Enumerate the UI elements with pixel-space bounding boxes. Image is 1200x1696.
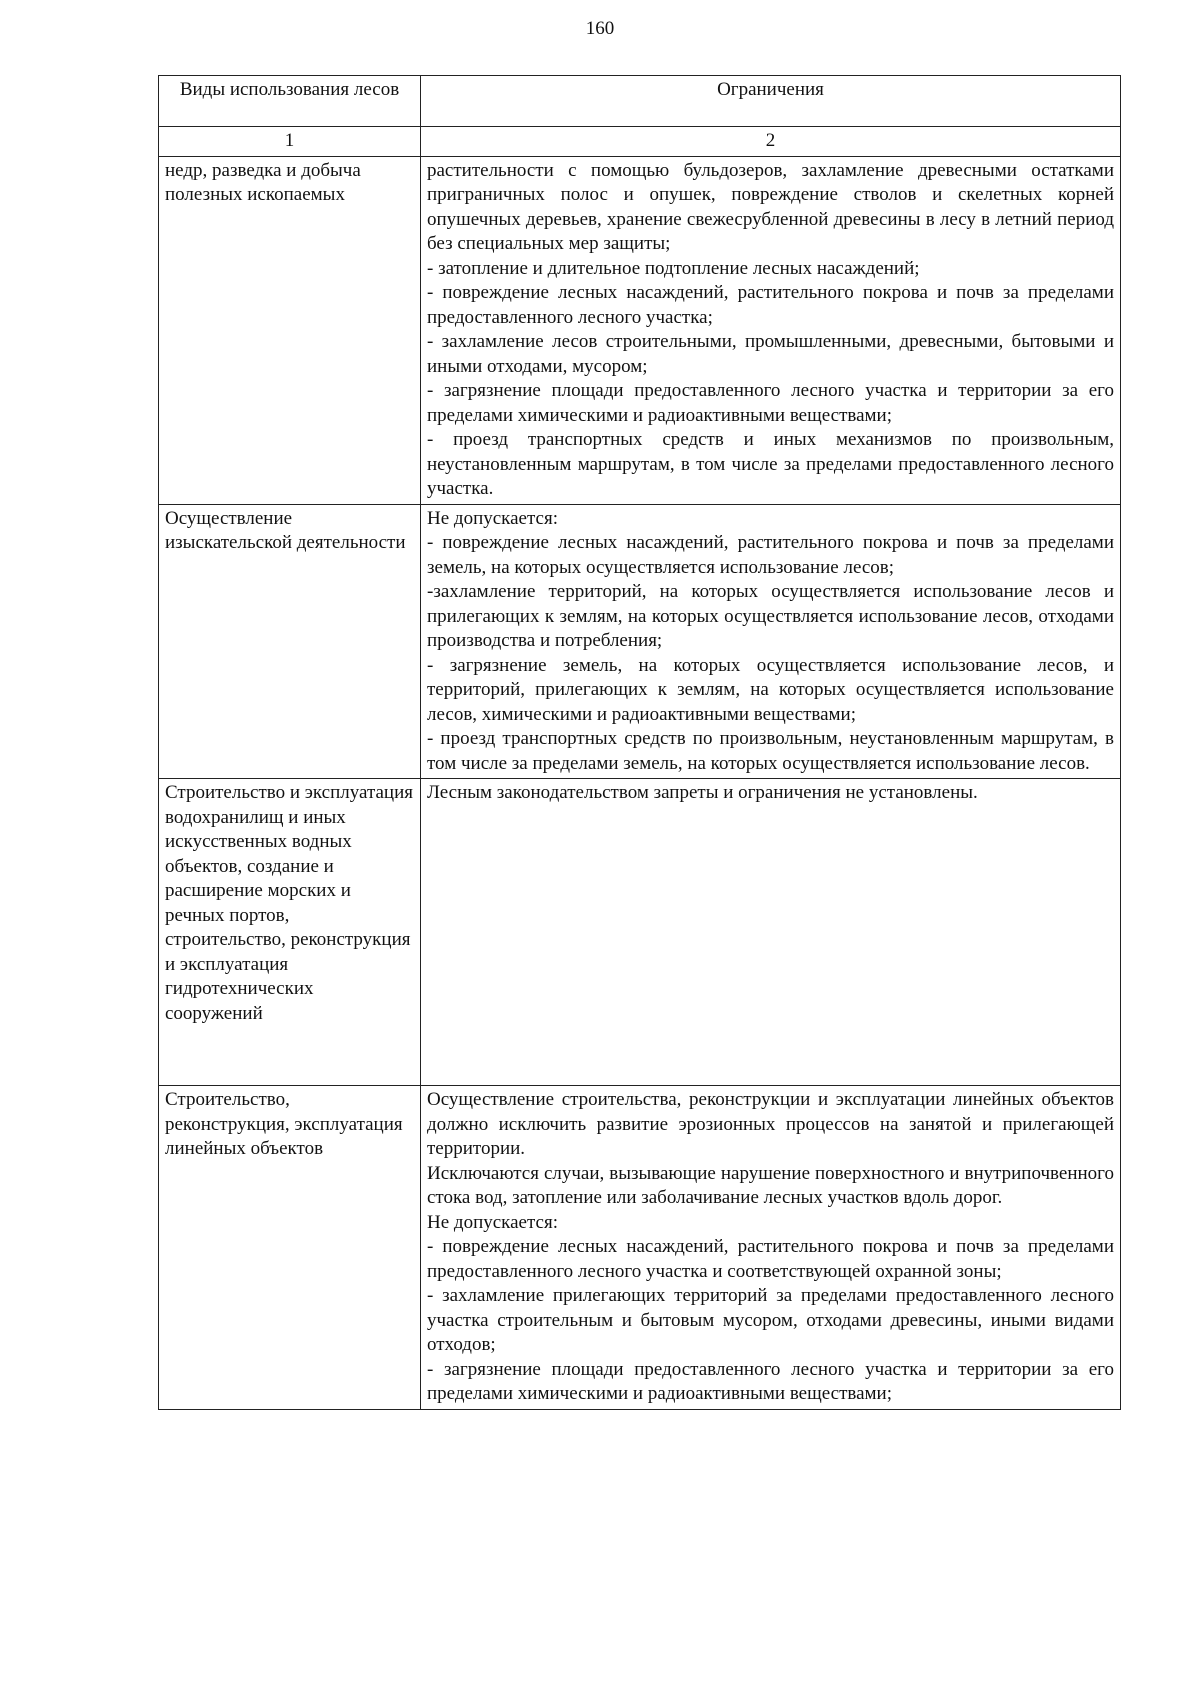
restrictions-cell (421, 1086, 1121, 1410)
table-row (159, 1086, 1121, 1410)
restriction-paragraph: - загрязнение земель, на которых осуществляется использование лесов, и территорий, прилегающих к землям, на которых осуществляется использование лесов, химическими и радиоактивными веществами; (427, 654, 1114, 725)
restrictions-cell (421, 504, 1121, 779)
restriction-paragraph: Не допускается: (427, 1211, 558, 1233)
restriction-paragraph: - захламление прилегающих территорий за пределами предоставленного лесного участка строительным и бытовым мусором, отходами древесины, иными видами отходов; (427, 1285, 1114, 1355)
restriction-paragraph: Исключаются случаи, вызывающие нарушение поверхностного и внутрипочвенного стока вод, затопление или заболачивание лесных участков вдоль дорог. (427, 1162, 1114, 1208)
restriction-paragraph: - повреждение лесных насаждений, растительного покрова и почв за пределами предоставленного лесного участка; (427, 282, 1114, 328)
column-number-1: 1 (159, 127, 421, 157)
restriction-paragraph: -захламление территорий, на которых осуществляется использование лесов и прилегающих к землям, на которых осуществляется использование лесов, отходами производства и потребления; (427, 581, 1114, 651)
forest-use-type: Строительство и эксплуатация водохранилищ и иных искусственных водных объектов, создание и расширение морских и речных портов, строительство, реконструкция и эксплуатация гидротехнических сооружений (159, 779, 421, 1086)
column-number-row (159, 127, 1121, 157)
restriction-paragraph: Осуществление строительства, реконструкции и эксплуатации линейных объектов должно исключить развитие эрозионных процессов на занятой и прилегающей территории. (427, 1089, 1114, 1159)
forest-use-type: Осуществление изыскательской деятельности (159, 504, 421, 779)
page-number: 160 (585, 18, 615, 39)
restriction-paragraph: - повреждение лесных насаждений, растительного покрова и почв за пределами предоставленного лесного участка и соответствующей охранной зоны; (427, 1236, 1114, 1282)
header-restrictions: Ограничения (421, 76, 1121, 127)
column-number-2: 2 (421, 127, 1121, 157)
table-row (159, 504, 1121, 779)
restrictions-table (158, 75, 1121, 1410)
table-row (159, 156, 1121, 504)
restriction-paragraph: - проезд транспортных средств и иных механизмов по произвольным, неустановленным маршрутам, в том числе за пределами предоставленного лесного участка. (427, 429, 1114, 499)
restriction-paragraph: Не допускается: (427, 507, 558, 529)
forest-use-type: Строительство, реконструкция, эксплуатация линейных объектов (159, 1086, 421, 1410)
table-header-row (159, 76, 1121, 127)
restriction-paragraph: Лесным законодательством запреты и ограничения не установлены. (427, 782, 978, 803)
restrictions-cell (421, 779, 1121, 1086)
restriction-paragraph: - загрязнение площади предоставленного лесного участка и территории за его пределами химическими и радиоактивными веществами; (427, 1358, 1114, 1404)
header-forest-use-types: Виды использования лесов (159, 76, 421, 127)
restriction-paragraph: - захламление лесов строительными, промышленными, древесными, бытовыми и иными отходами, мусором; (427, 331, 1114, 377)
restriction-paragraph: - проезд транспортных средств по произвольным, неустановленным маршрутам, в том числе за пределами земель, на которых осуществляется использование лесов. (427, 728, 1114, 774)
table-row (159, 779, 1121, 1086)
restriction-paragraph: - затопление и длительное подтопление лесных насаждений; (427, 257, 920, 279)
restrictions-cell (421, 156, 1121, 504)
restriction-paragraph: - повреждение лесных насаждений, растительного покрова и почв за пределами земель, на которых осуществляется использование лесов; (427, 532, 1114, 578)
restriction-paragraph: - загрязнение площади предоставленного лесного участка и территории за его пределами химическими и радиоактивными веществами; (427, 380, 1114, 426)
restriction-paragraph: растительности с помощью бульдозеров, захламление древесными остатками приграничных полос и опушек, повреждение стволов и скелетных корней опушечных деревьев, хранение свежесрубленной древесины в лесу в летний период без специальных мер защиты; (427, 159, 1114, 254)
forest-use-type: недр, разведка и добыча полезных ископаемых (159, 156, 421, 504)
